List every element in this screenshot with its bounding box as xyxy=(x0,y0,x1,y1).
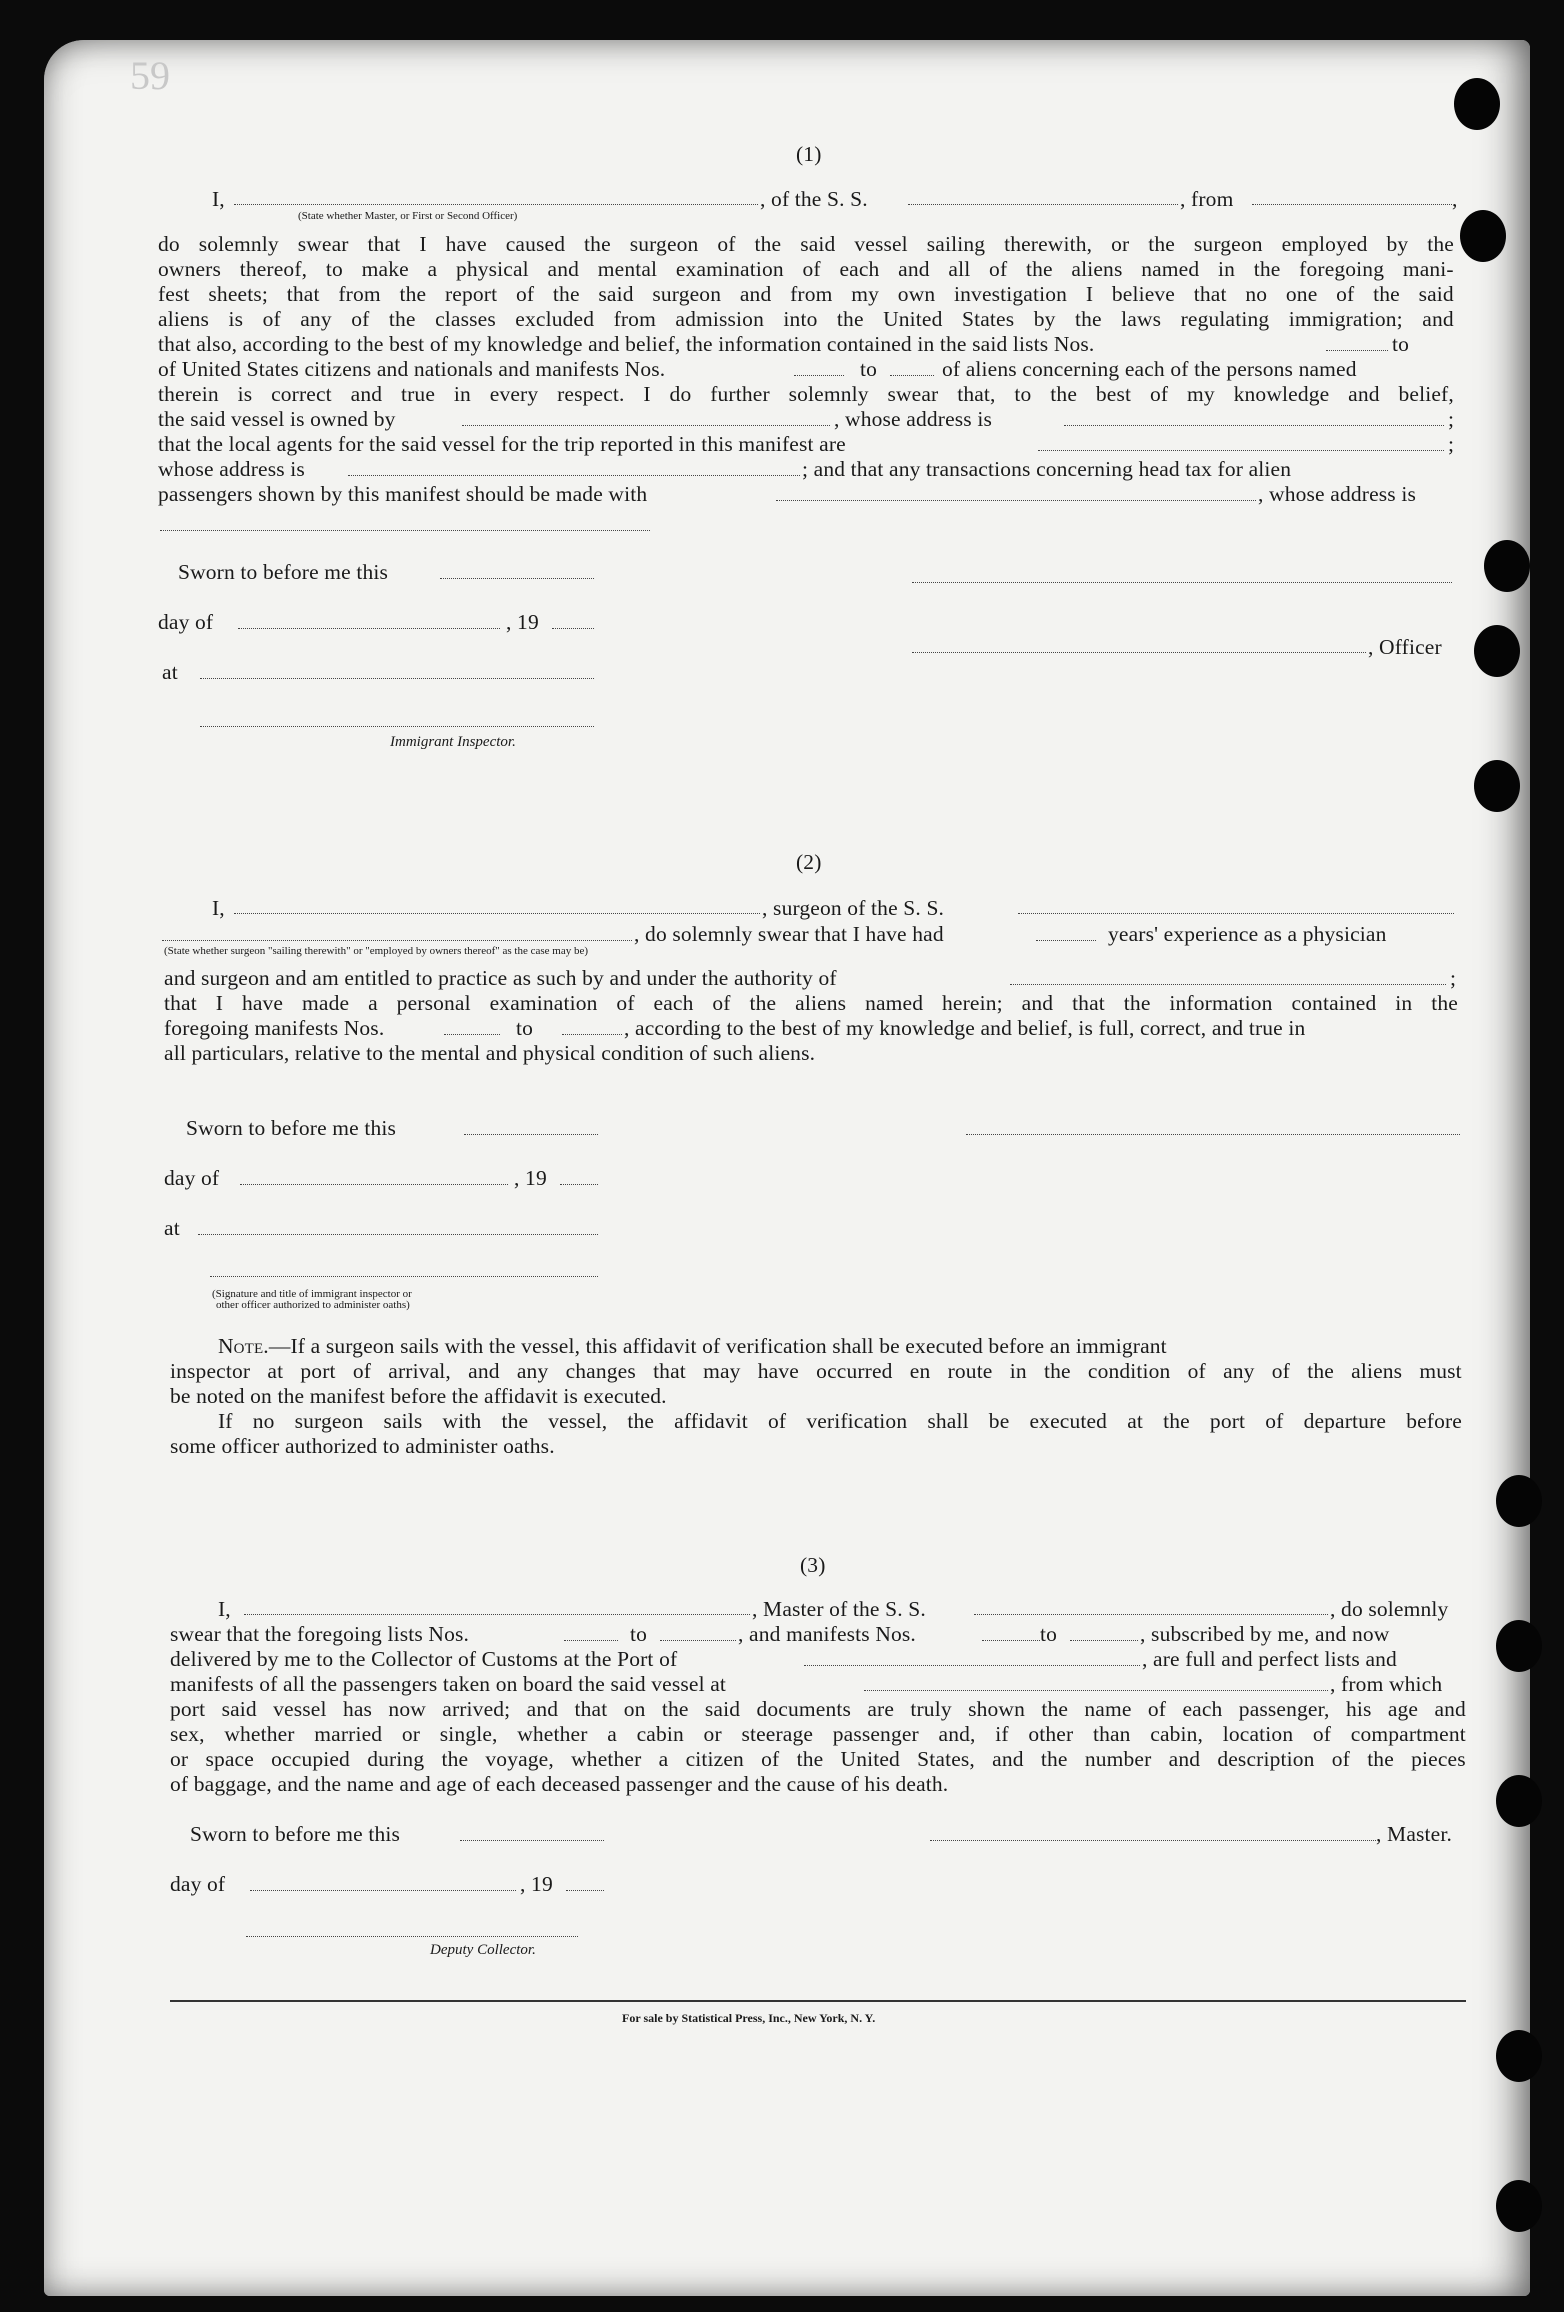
s1-semicolon: ; xyxy=(1448,407,1455,431)
punch-hole xyxy=(1496,1475,1542,1527)
s1-head-tax-address-field[interactable] xyxy=(160,530,650,531)
s1-to-a: to xyxy=(1392,332,1410,356)
s1-vessel-field[interactable] xyxy=(908,204,1178,205)
s1-local-agents: that the local agents for the said vessel for the trip reported in this manifest are xyxy=(158,432,846,456)
s3-master-signature-field[interactable] xyxy=(930,1840,1376,1841)
s2-day-field[interactable] xyxy=(240,1184,508,1185)
s3-master: , Master. xyxy=(1376,1822,1452,1846)
s3-vessel-field[interactable] xyxy=(974,1614,1328,1615)
s3-lists-to-field[interactable] xyxy=(660,1640,736,1641)
note-label: Note. xyxy=(218,1334,269,1358)
punch-hole xyxy=(1474,625,1520,677)
s1-citizens-b: of aliens concerning each of the persons named xyxy=(942,357,1357,381)
s1-body-line: aliens is of any of the classes excluded from admission into the United States by the laws regulating immigration; and xyxy=(158,307,1454,331)
s2-inspector-signature-field[interactable] xyxy=(210,1276,598,1277)
s3-body-line: sex, whether married or single, whether a cabin or steerage passenger and, if other than cabin, location of compartment xyxy=(170,1722,1466,1746)
s1-owner-address-field[interactable] xyxy=(1064,425,1444,426)
s1-inspector-label: Immigrant Inspector. xyxy=(390,734,516,750)
s1-body-line: owners thereof, to make a physical and mental examination of each and all of the aliens named in the foregoing mani- xyxy=(158,257,1454,281)
s1-manifest-from-field[interactable] xyxy=(794,375,844,376)
s1-to-b: to xyxy=(860,357,878,381)
s1-head-tax-field[interactable] xyxy=(776,500,1256,501)
s3-to-b: to xyxy=(1040,1622,1058,1646)
s2-surgeon-note: (State whether surgeon "sailing therewith" or "employed by owners thereof" as the case may be) xyxy=(164,945,589,957)
s2-surgeon-of: , surgeon of the S. S. xyxy=(762,896,945,920)
s1-from: , from xyxy=(1180,187,1234,211)
footer-rule xyxy=(170,2000,1466,2002)
s3-port-field[interactable] xyxy=(804,1665,1140,1666)
punch-hole xyxy=(1496,1775,1542,1827)
s3-body-line: or space occupied during the voyage, whether a citizen of the United States, and the number and description of the pieces xyxy=(170,1747,1466,1771)
s2-examined-line: that I have made a personal examination of each of the aliens named herein; and that the information contained in the xyxy=(164,991,1458,1015)
s2-swear: , do solemnly swear that I have had xyxy=(634,922,944,946)
s1-day-field[interactable] xyxy=(238,628,500,629)
s2-vessel-field[interactable] xyxy=(1018,913,1454,914)
s3-to-a: to xyxy=(630,1622,648,1646)
s3-deputy-label: Deputy Collector. xyxy=(430,1942,536,1958)
punch-hole xyxy=(1484,540,1530,592)
s1-officer: , Officer xyxy=(1368,635,1442,659)
s1-semicolon: ; xyxy=(1448,432,1455,456)
s1-whose-address3: , whose address is xyxy=(1258,482,1416,506)
s3-deputy-signature-field[interactable] xyxy=(246,1936,578,1937)
s1-nineteen: , 19 xyxy=(506,610,539,634)
note-text-1: —If a surgeon sails with the vessel, this affidavit of verification shall be executed before an immigrant xyxy=(268,1334,1167,1358)
s2-signature-note-1: (Signature and title of immigrant inspector or xyxy=(212,1288,412,1300)
s2-to: to xyxy=(516,1016,534,1040)
s2-according: , according to the best of my knowledge and belief, is full, correct, and true in xyxy=(624,1016,1306,1040)
s1-owned-by: the said vessel is owned by xyxy=(158,407,396,431)
s1-sworn: Sworn to before me this xyxy=(178,560,389,584)
s2-at: at xyxy=(164,1216,180,1240)
s2-authority-field[interactable] xyxy=(1010,984,1446,985)
s2-manifest-to-field[interactable] xyxy=(562,1034,622,1035)
s1-whose-address2: whose address is xyxy=(158,457,305,481)
s2-years: years' experience as a physician xyxy=(1108,922,1387,946)
s1-at-field[interactable] xyxy=(200,678,594,679)
s1-sworn-date-field[interactable] xyxy=(440,578,594,579)
footer-printer: For sale by Statistical Press, Inc., New York, N. Y. xyxy=(622,2011,876,2025)
s3-manifests: , and manifests Nos. xyxy=(738,1622,916,1646)
s1-at: at xyxy=(162,660,178,684)
s3-departure-port-field[interactable] xyxy=(864,1690,1328,1691)
s3-year-field[interactable] xyxy=(566,1890,604,1891)
s1-of-ss: , of the S. S. xyxy=(760,187,868,211)
s2-nineteen: , 19 xyxy=(514,1166,547,1190)
s1-whose-address: , whose address is xyxy=(834,407,992,431)
s1-inspector-signature-field[interactable] xyxy=(200,726,594,727)
s1-body-line: fest sheets; that from the report of the said surgeon and from my own investigation I believe that no one of the said xyxy=(158,282,1454,306)
section3-number: (3) xyxy=(800,1553,826,1577)
s2-years-field[interactable] xyxy=(1036,940,1096,941)
s1-passengers: passengers shown by this manifest should be made with xyxy=(158,482,648,506)
punch-hole xyxy=(1460,210,1506,262)
s1-citizens-line: of United States citizens and nationals and manifests Nos. xyxy=(158,357,666,381)
s1-lists-from-field[interactable] xyxy=(1326,350,1388,351)
s2-surgeon-name-field[interactable] xyxy=(234,913,760,914)
s1-officer-name-field[interactable] xyxy=(234,204,758,205)
s1-head-tax: ; and that any transactions concerning head tax for alien xyxy=(802,457,1292,481)
s2-surgeon-type-field[interactable] xyxy=(162,940,632,941)
s3-lists-from-field[interactable] xyxy=(564,1640,618,1641)
s2-particulars: all particulars, relative to the mental and physical condition of such aliens. xyxy=(164,1041,816,1065)
section1-number: (1) xyxy=(796,142,822,166)
s1-officer-title-field[interactable] xyxy=(912,652,1366,653)
s3-subscribed: , subscribed by me, and now xyxy=(1140,1622,1390,1646)
s1-day-of: day of xyxy=(158,610,214,634)
s3-from-which: , from which xyxy=(1330,1672,1443,1696)
s1-agents-address-field[interactable] xyxy=(348,475,800,476)
s3-sworn-date-field[interactable] xyxy=(460,1840,604,1841)
s3-i: I, xyxy=(218,1597,231,1621)
s2-year-field[interactable] xyxy=(560,1184,598,1185)
s1-officer-signature-field[interactable] xyxy=(912,582,1452,583)
s1-comma: , xyxy=(1452,187,1458,211)
note-line-1 xyxy=(218,1334,1462,1359)
s3-sworn: Sworn to before me this xyxy=(190,1822,401,1846)
s1-from-field[interactable] xyxy=(1252,204,1452,205)
punch-hole xyxy=(1496,2030,1542,2082)
s3-do-solemnly: , do solemnly xyxy=(1330,1597,1449,1621)
s1-owner-field[interactable] xyxy=(462,425,830,426)
section2-number: (2) xyxy=(796,850,822,874)
punch-hole xyxy=(1474,760,1520,812)
punch-hole xyxy=(1496,2180,1542,2232)
page-number-mark: 59 xyxy=(130,53,170,98)
s2-i: I, xyxy=(212,896,225,920)
punch-hole xyxy=(1496,1620,1542,1672)
s3-master-of: , Master of the S. S. xyxy=(752,1597,926,1621)
note-line-2: inspector at port of arrival, and any changes that may have occurred en route in the condition of any of the aliens must xyxy=(170,1359,1462,1383)
s3-nineteen: , 19 xyxy=(520,1872,553,1896)
s1-year-field[interactable] xyxy=(552,628,594,629)
s2-semicolon: ; xyxy=(1450,966,1457,990)
s3-master-name-field[interactable] xyxy=(244,1614,750,1615)
s1-agents-field[interactable] xyxy=(1038,450,1444,451)
s3-day-field[interactable] xyxy=(250,1890,516,1891)
note-line-4: If no surgeon sails with the vessel, the affidavit of verification shall be executed at the port of departure before xyxy=(218,1409,1462,1433)
s1-officer-note: (State whether Master, or First or Second Officer) xyxy=(298,210,518,222)
s3-body-line: of baggage, and the name and age of each deceased passenger and the cause of his death. xyxy=(170,1772,949,1796)
s3-day-of: day of xyxy=(170,1872,226,1896)
s2-day-of: day of xyxy=(164,1166,220,1190)
s3-body-line: port said vessel has now arrived; and that on the said documents are truly shown the name of each passenger, his age and xyxy=(170,1697,1466,1721)
s2-sworn-date-field[interactable] xyxy=(464,1134,598,1135)
s2-at-field[interactable] xyxy=(198,1234,598,1235)
s1-therein-line: therein is correct and true in every respect. I do further solemnly swear that, to the best of my knowledge and belief, xyxy=(158,382,1454,406)
s2-manifest-from-field[interactable] xyxy=(444,1034,500,1035)
s1-body-line: do solemnly swear that I have caused the surgeon of the said vessel sailing therewith, or the surgeon employed by the xyxy=(158,232,1454,256)
s3-manifests-from-field[interactable] xyxy=(982,1640,1040,1641)
s2-surgeon-signature-field[interactable] xyxy=(966,1134,1460,1135)
note-line-5: some officer authorized to administer oaths. xyxy=(170,1434,555,1458)
s1-i: I, xyxy=(212,187,225,211)
s2-signature-note-2: other officer authorized to administer oaths) xyxy=(216,1299,410,1311)
s3-delivered: delivered by me to the Collector of Customs at the Port of xyxy=(170,1647,678,1671)
s3-manifests-all: manifests of all the passengers taken on board the said vessel at xyxy=(170,1672,727,1696)
s1-manifest-to-field[interactable] xyxy=(890,375,934,376)
s3-swear-lists: swear that the foregoing lists Nos. xyxy=(170,1622,470,1646)
note-line-3: be noted on the manifest before the affidavit is executed. xyxy=(170,1384,667,1408)
s2-authority: and surgeon and am entitled to practice as such by and under the authority of xyxy=(164,966,837,990)
s2-sworn: Sworn to before me this xyxy=(186,1116,397,1140)
s1-body-line: that also, according to the best of my knowledge and belief, the information contained in the said lists Nos. xyxy=(158,332,1095,356)
punch-hole xyxy=(1454,78,1500,130)
s2-foregoing: foregoing manifests Nos. xyxy=(164,1016,385,1040)
s3-manifests-to-field[interactable] xyxy=(1070,1640,1138,1641)
s3-full-perfect: , are full and perfect lists and xyxy=(1142,1647,1397,1671)
